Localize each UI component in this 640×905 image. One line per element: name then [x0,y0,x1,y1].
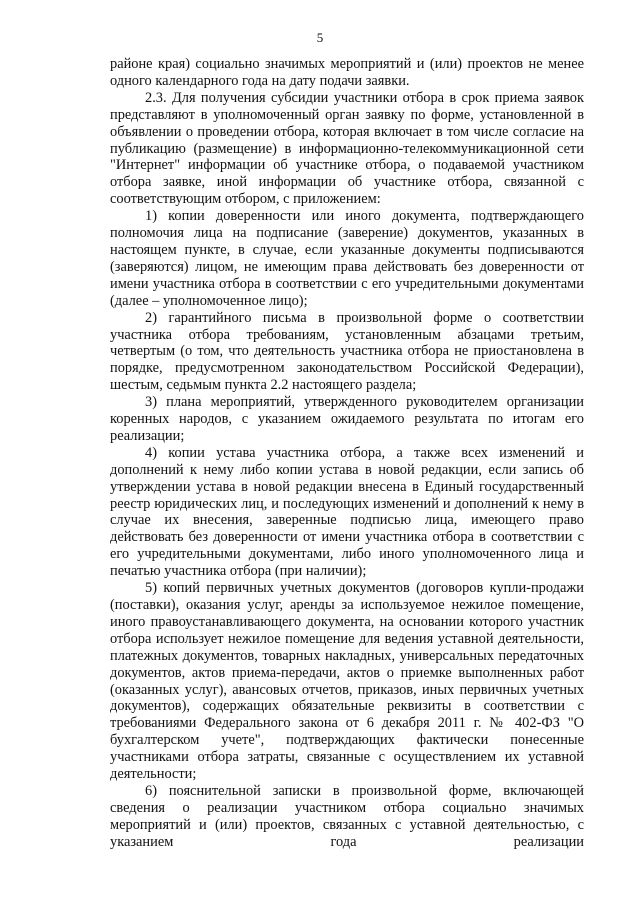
paragraph-item-3: 3) плана мероприятий, утвержденного руководителем организации коренных народов, с указанием ожидаемого результата по итогам его реализации; [110,394,584,444]
paragraph-clause-2-3: 2.3. Для получения субсидии участники отбора в срок приема заявок представляют в уполномоченный орган заявку по форме, установленной в объявлении о проведении отбора, которая включает в том числе согласие на публикацию (размещение) в информационно-телекоммуникационной сети "Интернет" информации об участнике отбора, о подаваемой участником отбора заявке, иной информации об участнике отбора, связанной с соответствующим отбором, с приложением: [110,89,584,208]
paragraph-continuation: районе края) социально значимых мероприятий и (или) проектов не менее одного календарного года на дату подачи заявки. [110,56,584,89]
paragraph-item-4: 4) копии устава участника отбора, а также всех изменений и дополнений к нему либо копии устава в новой редакции, если запись об утверждении устава в новой редакции внесена в Единый государственный реестр юридических лиц, и последующих изменений и дополнений к нему в случае их внесения, заверенные подписью лица, имеющего право действовать без доверенности от имени участника отбора в соответствии с его учредительными документами, либо иного уполномоченного лица и печатью участника отбора (при наличии); [110,444,584,580]
paragraph-item-2: 2) гарантийного письма в произвольной форме о соответствии участника отбора требованиям, установленным абзацами третьим, четвертым (о том, что деятельность участника отбора не приостановлена в порядке, предусмотренном законодательством Российской Федерации), шестым, седьмым пункта 2.2 настоящего раздела; [110,309,584,394]
paragraph-item-6: 6) пояснительной записки в произвольной форме, включающей сведения о реализации участником отбора социально значимых мероприятий и (или) проектов, связанных с уставной деятельностью, с указанием года реализации [110,782,584,850]
paragraph-item-1: 1) копии доверенности или иного документа, подтверждающего полномочия лица на подписание (заверение) документов, указанных в настоящем пункте, в случае, если указанные документы подписываются (заверяются) лицом, не имеющим права действовать без доверенности от имени участника отбора в соответствии с его учредительными документами (далее – уполномоченное лицо); [110,208,584,309]
paragraph-item-5: 5) копий первичных учетных документов (договоров купли-продажи (поставки), оказания услуг, аренды за используемое нежилое помещение, иного правоустанавливающего документа, на основании которого участник отбора использует нежилое помещение для ведения уставной деятельности, платежных документов, товарных накладных, универсальных передаточных документов, актов приема-передачи, актов о приемке выполненных работ (оказанных услуг), авансовых отчетов, приказов, иных первичных учетных документов), содержащих обязательные реквизиты в соответствии с требованиями Федерального закона от 6 декабря 2011 г. № 402-ФЗ "О бухгалтерском учете", подтверждающих фактически понесенные участниками отбора затраты, связанные с осуществлением их уставной деятельности; [110,580,584,783]
document-body [110,56,584,851]
page-number: 5 [316,30,324,45]
